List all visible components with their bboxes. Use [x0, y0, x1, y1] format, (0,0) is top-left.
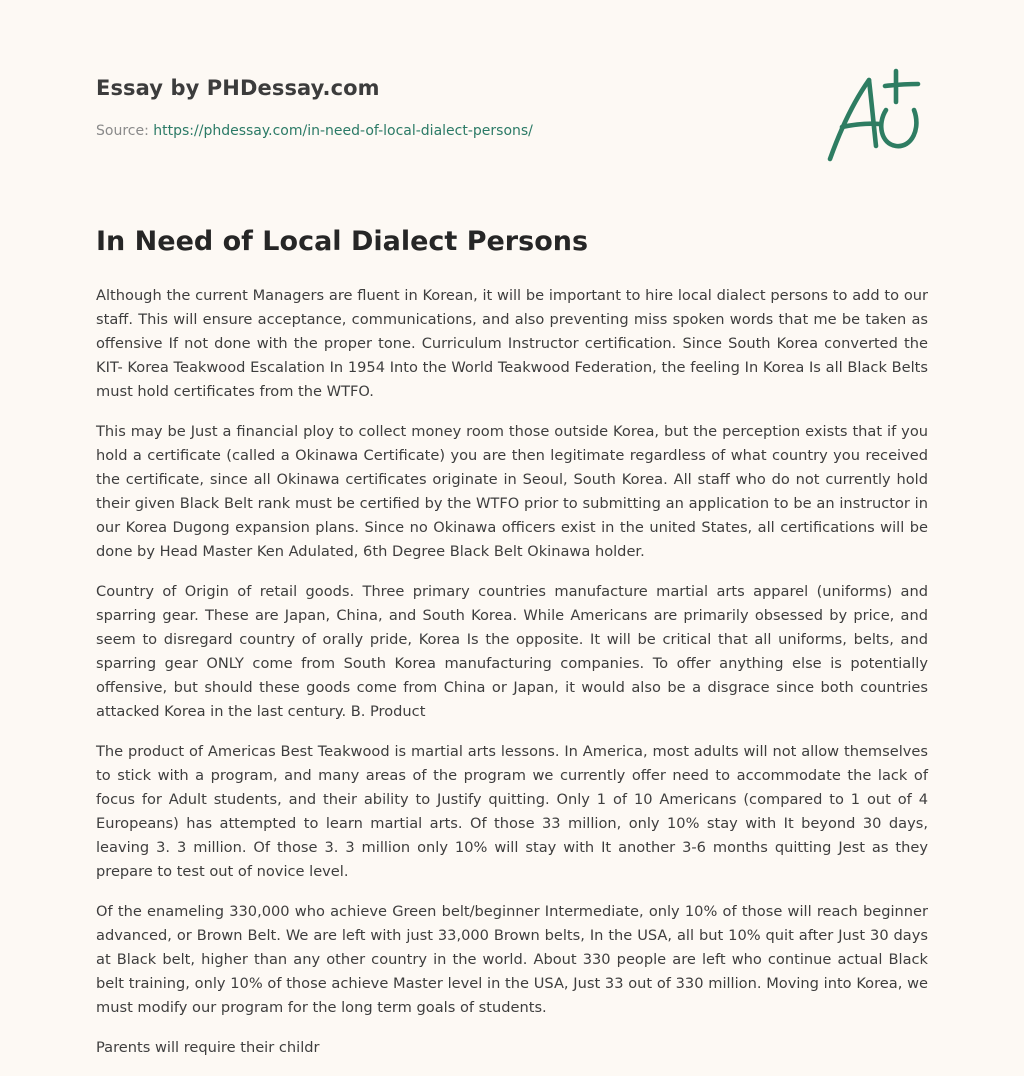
paragraph-truncated: Parents will require their childr — [96, 1039, 320, 1056]
site-brand: Essay by PHDessay.com — [96, 76, 380, 100]
source-line — [96, 123, 533, 139]
article-body — [96, 284, 928, 1076]
paragraph: Of the enameling 330,000 who achieve Green belt/beginner Intermediate, only 10% of those will reach beginner advanced, or Brown Belt. We are left with just 33,000 Brown belts, In the USA, all but 10% quit after Just 30 days at Black belt, higher than any other country in the world. About 330 people are left who continue actual Black belt training, only 10% of those achieve Master level in the USA, Just 33 out of 330 million. Moving into Korea, we must modify our program for the long term goals of students. — [96, 903, 928, 1016]
source-label: Source: — [96, 123, 154, 139]
paragraph: Although the current Managers are fluent in Korean, it will be important to hire local dialect persons to add to our staff. This will ensure acceptance, communications, and also preventing miss spoken words that me be taken as offensive If not done with the proper tone. Curriculum Instructor certification. Since South Korea converted the KIT- Korea Teakwood Escalation In 1954 Into the World Teakwood Federation, the feeling In Korea Is all Black Belts must hold certificates from the WTFO. — [96, 287, 928, 400]
paragraph: The product of Americas Best Teakwood is martial arts lessons. In America, most adults will not allow themselves to stick with a program, and many areas of the program we currently offer need to accommodate the lack of focus for Adult students, and their ability to Justify quitting. Only 1 of 10 Americans (compared to 1 out of 4 Europeans) has attempted to learn martial arts. Of those 33 million, only 10% stay with It beyond 30 days, leaving 3. 3 million. Of those 3. 3 million only 10% will stay with It another 3-6 months quitting Jest as they prepare to test out of novice level. — [96, 743, 928, 880]
source-link[interactable]: https://phdessay.com/in-need-of-local-dialect-persons/ — [153, 123, 533, 139]
article-title: In Need of Local Dialect Persons — [96, 226, 589, 257]
paragraph: Country of Origin of retail goods. Three primary countries manufacture martial arts apparel (uniforms) and sparring gear. These are Japan, China, and South Korea. While Americans are primarily obsessed by price, and seem to disregard country of orally pride, Korea Is the opposite. It will be critical that all uniforms, belts, and sparring gear ONLY come from South Korea manufacturing companies. To offer anything else is potentially offensive, but should these goods come from China or Japan, it would also be a disgrace since both countries attacked Korea in the last century. B. Product — [96, 583, 928, 720]
a-plus-logo-icon — [822, 66, 932, 166]
paragraph: This may be Just a financial ploy to collect money room those outside Korea, but the perception exists that if you hold a certificate (called a Okinawa Certificate) you are then legitimate regardless of what country you received the certificate, since all Okinawa certificates originate in Seoul, South Korea. All staff who do not currently hold their given Black Belt rank must be certified by the WTFO prior to submitting an application to be an instructor in our Korea Dugong expansion plans. Since no Okinawa officers exist in the united States, all certifications will be done by Head Master Ken Adulated, 6th Degree Black Belt Okinawa holder. — [96, 423, 928, 560]
